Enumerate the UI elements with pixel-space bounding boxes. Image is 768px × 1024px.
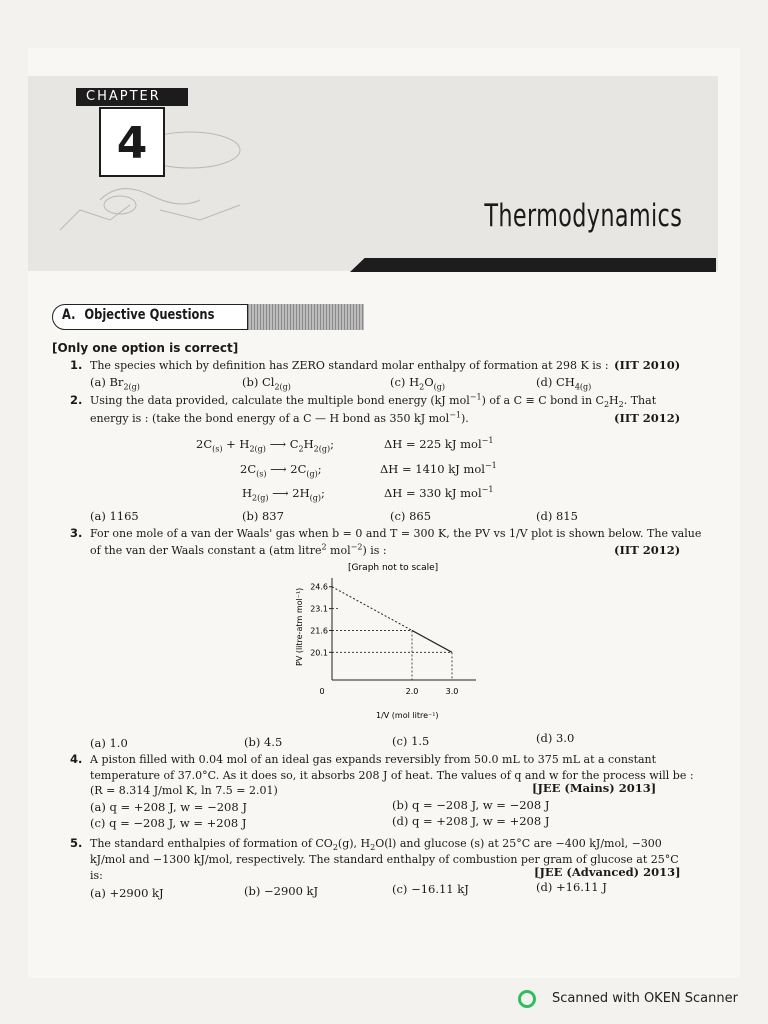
- instruction: [Only one option is correct]: [52, 341, 239, 355]
- y-tick-label-1: 23.1: [310, 604, 328, 614]
- q5-option-d: (d) +16.11 J: [536, 880, 607, 894]
- section-heading-text: [62, 307, 214, 323]
- series-extrapolation: [332, 587, 412, 631]
- x-tick-label-0: 0: [319, 687, 325, 696]
- x-tick-label-1: 2.0: [405, 687, 419, 696]
- q3-option-b: (b) 4.5: [244, 735, 283, 749]
- q3-number: 3.: [70, 526, 83, 540]
- q1-option-c: (c) $H_2O_{(g)}$: [390, 375, 446, 392]
- scanner-watermark: Scanned with OKEN Scanner: [552, 991, 738, 1006]
- q5-line2: kJ/mol and −1300 kJ/mol, respectively. The standard enthalpy of combustion per gram of glucose at 25°C: [90, 853, 679, 866]
- x-axis-label: 1/V (mol litre⁻¹): [376, 711, 439, 720]
- q4-option-d: (d) q = +208 J, w = +208 J: [392, 814, 550, 828]
- y-tick-label-3: 20.1: [310, 648, 328, 658]
- q2-eq3-dh: ΔH = 330 kJ mol$^{-1}$: [384, 485, 494, 500]
- q2-eq1-dh: ΔH = 225 kJ mol$^{-1}$: [384, 436, 494, 451]
- q1-option-a: (a) $Br_{2(g)}$: [90, 375, 140, 392]
- q2-option-d: (d) 815: [536, 509, 578, 523]
- q5-number: 5.: [70, 836, 83, 850]
- pv-graph: [280, 558, 480, 728]
- q5-line3: is:: [90, 869, 103, 882]
- chapter-label: CHAPTER: [76, 88, 188, 106]
- chapter-number: 4: [99, 107, 165, 177]
- q3-option-c: (c) 1.5: [392, 734, 430, 748]
- y-tick-label-2: 21.6: [310, 626, 328, 636]
- q4-number: 4.: [70, 752, 83, 766]
- q1-number: 1.: [70, 358, 83, 372]
- q4-option-a: (a) q = +208 J, w = −208 J: [90, 800, 247, 814]
- q2-tag: (IIT 2012): [614, 411, 681, 425]
- q4-line3: (R = 8.314 J/mol K, ln 7.5 = 2.01): [90, 784, 278, 797]
- q3-option-a: (a) 1.0: [90, 736, 128, 750]
- q4-line1: A piston filled with 0.04 mol of an ideal gas expands reversibly from 50.0 mL to 375 mL at a constant: [90, 753, 657, 766]
- q2-eq3: $H_{2(g)}$ ⟶ $2H_{(g)}$;: [242, 486, 325, 503]
- q5-option-c: (c) −16.11 kJ: [392, 882, 469, 896]
- q3-tag: (IIT 2012): [614, 543, 681, 557]
- graph-note: [Graph not to scale]: [348, 563, 439, 573]
- q2-line2: energy is : (take the bond energy of a C — H bond as 350 kJ mol$^{-1}$).: [90, 410, 469, 425]
- q1-text: The species which by definition has ZERO standard molar enthalpy of formation at 298 K is :: [90, 359, 609, 372]
- q4-line2: temperature of 37.0°C. As it does so, it absorbs 208 J of heat. The values of q and w for the process will be :: [90, 769, 694, 782]
- q5-line1: The standard enthalpies of formation of $CO_2(g)$, $H_2O(l)$ and glucose (s) at 25°C are −400 kJ/mol, −300: [90, 837, 662, 853]
- section-title: Objective Questions: [84, 307, 215, 323]
- q2-option-b: (b) 837: [242, 509, 284, 523]
- section-heading-shade: [248, 304, 364, 330]
- y-axis-label: PV (litre-atm mol⁻¹): [295, 587, 304, 666]
- molecule-decoration: [40, 110, 300, 260]
- q2-line1: Using the data provided, calculate the multiple bond energy (kJ mol$^{-1}$) of a C ≡ C bond in $C_2H_2$. That: [90, 392, 657, 410]
- chapter-title: Thermodynamics: [484, 198, 683, 234]
- y-tick-label-0: 24.6: [310, 582, 328, 592]
- q5-option-a: (a) +2900 kJ: [90, 886, 164, 900]
- q1-tag: (IIT 2010): [614, 358, 681, 372]
- q3-line2: of the van der Waals constant a (atm litre$^2$ mol$^{-2}$) is :: [90, 542, 387, 557]
- q2-eq2-dh: ΔH = 1410 kJ mol$^{-1}$: [380, 461, 497, 476]
- oken-logo-icon: [518, 990, 536, 1008]
- series-line: [412, 630, 452, 652]
- q5-option-b: (b) −2900 kJ: [244, 884, 319, 898]
- q5-tag: [JEE (Advanced) 2013]: [534, 865, 681, 879]
- header-rule: [350, 258, 716, 272]
- q4-option-c: (c) q = −208 J, w = +208 J: [90, 816, 247, 830]
- q3-line1: For one mole of a van der Waals' gas when b = 0 and T = 300 K, the PV vs 1/V plot is shown below. The value: [90, 527, 702, 540]
- section-heading: [52, 304, 364, 330]
- q2-number: 2.: [70, 393, 83, 407]
- q1-option-d: (d) $CH_{4(g)}$: [536, 375, 592, 392]
- q2-eq1: $2C_{(s)} + H_{2(g)}$ ⟶ $C_2H_{2(g)}$;: [196, 437, 334, 454]
- q2-option-a: (a) 1165: [90, 509, 139, 523]
- x-tick-label-2: 3.0: [445, 687, 459, 696]
- q4-option-b: (b) q = −208 J, w = −208 J: [392, 798, 550, 812]
- q1-option-b: (b) $Cl_{2(g)}$: [242, 375, 291, 392]
- q4-tag: [JEE (Mains) 2013]: [532, 781, 657, 795]
- section-letter: A.: [62, 307, 76, 323]
- q2-option-c: (c) 865: [390, 509, 432, 523]
- q3-option-d: (d) 3.0: [536, 731, 575, 745]
- q2-eq2: $2C_{(s)}$ ⟶ $2C_{(g)}$;: [240, 462, 322, 479]
